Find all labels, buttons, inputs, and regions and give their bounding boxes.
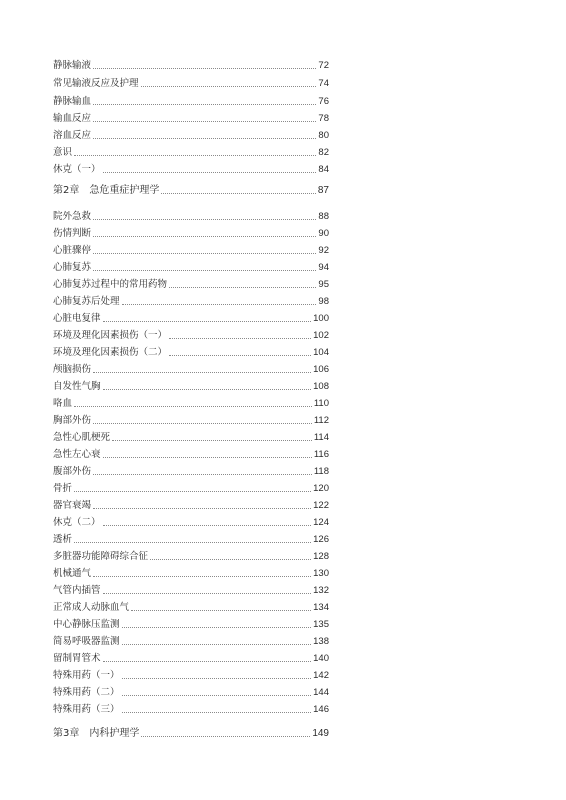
toc-entry[interactable] [53,296,329,308]
dot-leader [112,439,312,441]
toc-entry[interactable] [53,449,329,461]
toc-page-number: 104 [313,347,329,358]
toc-entry[interactable] [53,381,329,393]
toc-page-number: 144 [313,687,329,698]
toc-entry[interactable] [53,568,329,580]
toc-page-number: 116 [313,449,329,460]
toc-page-number: 72 [318,60,329,71]
dot-leader [103,320,312,322]
toc-entry-title: 院外急救 [53,211,92,222]
toc-entry-title: 休克（二） [53,517,101,528]
toc-entry-title: 正常成人动脉血气 [53,602,130,613]
toc-page-number: 149 [312,728,329,739]
toc-entry-title [53,728,139,740]
toc-entry[interactable] [53,432,329,444]
toc-entry-title: 心肺复苏 [53,262,92,273]
dot-leader [122,626,312,628]
toc-entry-title: 心肺复苏后处理 [53,296,120,307]
toc-page-number: 100 [313,313,329,324]
toc-entry-title: 静脉输液 [53,60,92,71]
toc-entry[interactable] [53,517,329,529]
toc-entry[interactable] [53,602,329,614]
toc-entry[interactable] [53,347,329,359]
toc-entry-title: 简易呼吸器监测 [53,636,120,647]
toc-entry-title: 溶血反应 [53,130,92,141]
toc-entry-title: 常见输液反应及护理 [53,78,139,89]
toc-entry[interactable] [53,113,329,125]
dot-leader [131,609,311,611]
toc-page-number: 106 [313,364,329,375]
toc-page-number: 132 [313,585,329,596]
toc-page-number: 95 [318,279,329,290]
toc-chapter-title: 内科护理学 [89,728,140,739]
toc-page-number: 108 [313,381,329,392]
dot-leader [122,303,317,305]
toc-entry[interactable] [53,619,329,631]
dot-leader [93,120,316,122]
toc-entry[interactable] [53,466,329,478]
toc-entry[interactable] [53,262,329,274]
toc-entry-title: 气管内插管 [53,585,101,596]
toc-entry-title: 颅脑损伤 [53,364,92,375]
toc-page-number: 80 [318,130,329,141]
toc-entry[interactable] [53,500,329,512]
toc-entry-title: 自发性气胸 [53,381,101,392]
toc-entry[interactable] [53,164,329,176]
toc-entry-title: 骨折 [53,483,73,494]
toc-entry-title: 急性左心衰 [53,449,101,460]
toc-entry[interactable] [53,60,329,72]
toc-entry[interactable] [53,96,329,108]
toc-chapter-entry[interactable] [53,728,329,740]
toc-entry-title: 胸部外伤 [53,415,92,426]
dot-leader [93,235,316,237]
toc-page-number: 84 [318,164,329,175]
toc-page-number: 110 [313,398,329,409]
toc-entry-title: 心脏骤停 [53,245,92,256]
dot-leader [103,524,312,526]
toc-entry[interactable] [53,551,329,563]
toc-entry-title: 多脏器功能障碍综合征 [53,551,149,562]
toc-entry-title: 急性心肌梗死 [53,432,111,443]
toc-entry[interactable] [53,279,329,291]
dot-leader [74,154,316,156]
toc-page-number: 112 [313,415,329,426]
toc-entry-title: 伤情判断 [53,228,92,239]
toc-chapter-number: 第2章 [53,185,80,196]
toc-entry-title: 中心静脉压监测 [53,619,120,630]
toc-entry-title: 腹部外伤 [53,466,92,477]
dot-leader [93,137,316,139]
dot-leader [161,192,316,194]
dot-leader [141,85,317,87]
toc-page-number: 102 [313,330,329,341]
toc-entry-title: 休克（一） [53,164,101,175]
toc-entry-title: 环境及理化因素损伤（二） [53,347,168,358]
toc-entry[interactable] [53,670,329,682]
toc-page-number: 142 [313,670,329,681]
toc-page-number: 98 [318,296,329,307]
toc-page-number: 92 [318,245,329,256]
toc-page-number: 114 [313,432,329,443]
toc-page-number: 146 [313,704,329,715]
toc-entry-title: 输血反应 [53,113,92,124]
dot-leader [103,592,312,594]
dot-leader [93,252,316,254]
toc-entry-title: 机械通气 [53,568,92,579]
toc-page-number: 76 [318,96,329,107]
toc-page-number: 124 [313,517,329,528]
dot-leader [93,422,312,424]
toc-entry-title: 心肺复苏过程中的常用药物 [53,279,168,290]
dot-leader [150,558,311,560]
toc-entry[interactable] [53,398,329,410]
dot-leader [93,507,311,509]
dot-leader [93,371,311,373]
dot-leader [74,490,311,492]
toc-entry-title: 意识 [53,147,73,158]
toc-page-number: 120 [313,483,329,494]
toc-page-number: 134 [313,602,329,613]
toc-entry-title: 环境及理化因素损伤（一） [53,330,168,341]
toc-entry[interactable] [53,364,329,376]
toc-entry[interactable] [53,687,329,699]
toc-entry[interactable] [53,415,329,427]
dot-leader [103,456,312,458]
toc-entry-title: 特殊用药（二） [53,687,120,698]
dot-leader [103,660,312,662]
dot-leader [74,405,312,407]
toc-chapter-entry[interactable] [53,185,329,197]
dot-leader [169,337,311,339]
toc-entry[interactable] [53,130,329,142]
toc-entry-title: 器官衰竭 [53,500,92,511]
dot-leader [122,677,312,679]
toc-entry-title: 透析 [53,534,73,545]
dot-leader [93,269,316,271]
toc-page-number: 130 [313,568,329,579]
toc-entry[interactable] [53,313,329,325]
toc-entry[interactable] [53,653,329,665]
toc-entry[interactable] [53,228,329,240]
toc-page-number: 126 [313,534,329,545]
toc-entry-title: 特殊用药（一） [53,670,120,681]
toc-entry[interactable] [53,585,329,597]
toc-page-number: 118 [313,466,329,477]
toc-page-number: 94 [318,262,329,273]
toc-entry[interactable] [53,245,329,257]
toc-entry[interactable] [53,211,329,223]
dot-leader [93,103,316,105]
dot-leader [93,473,312,475]
dot-leader [74,541,311,543]
toc-entry[interactable] [53,78,329,90]
toc-entry[interactable] [53,147,329,159]
toc-page-number: 78 [318,113,329,124]
dot-leader [93,218,316,220]
toc-page-number: 82 [318,147,329,158]
dot-leader [122,711,312,713]
toc-chapter-number: 第3章 [53,728,80,739]
toc-page-number: 88 [318,211,329,222]
toc-page-number: 74 [318,78,329,89]
toc-entry-title: 静脉输血 [53,96,92,107]
dot-leader [103,171,317,173]
toc-entry[interactable] [53,534,329,546]
toc-entry-title [53,185,159,197]
dot-leader [169,286,316,288]
toc-entry-title: 心脏电复律 [53,313,101,324]
toc-page-number: 135 [313,619,329,630]
toc-entry-title: 留制胃管术 [53,653,101,664]
toc-page-number: 140 [313,653,329,664]
toc-entry[interactable] [53,636,329,648]
dot-leader [122,694,312,696]
toc-entry-title: 特殊用药（三） [53,704,120,715]
toc-page-number: 87 [317,185,329,196]
toc-page-number: 128 [313,551,329,562]
toc-entry[interactable] [53,483,329,495]
dot-leader [169,354,311,356]
toc-entry[interactable] [53,704,329,716]
toc-page-number: 90 [318,228,329,239]
toc-entry[interactable] [53,330,329,342]
dot-leader [141,735,310,737]
dot-leader [103,388,312,390]
dot-leader [93,67,316,69]
toc-chapter-title: 急危重症护理学 [89,185,160,196]
dot-leader [122,643,312,645]
dot-leader [93,575,311,577]
toc-page-number: 138 [313,636,329,647]
toc-entry-title: 咯血 [53,398,73,409]
toc-page-number: 122 [313,500,329,511]
